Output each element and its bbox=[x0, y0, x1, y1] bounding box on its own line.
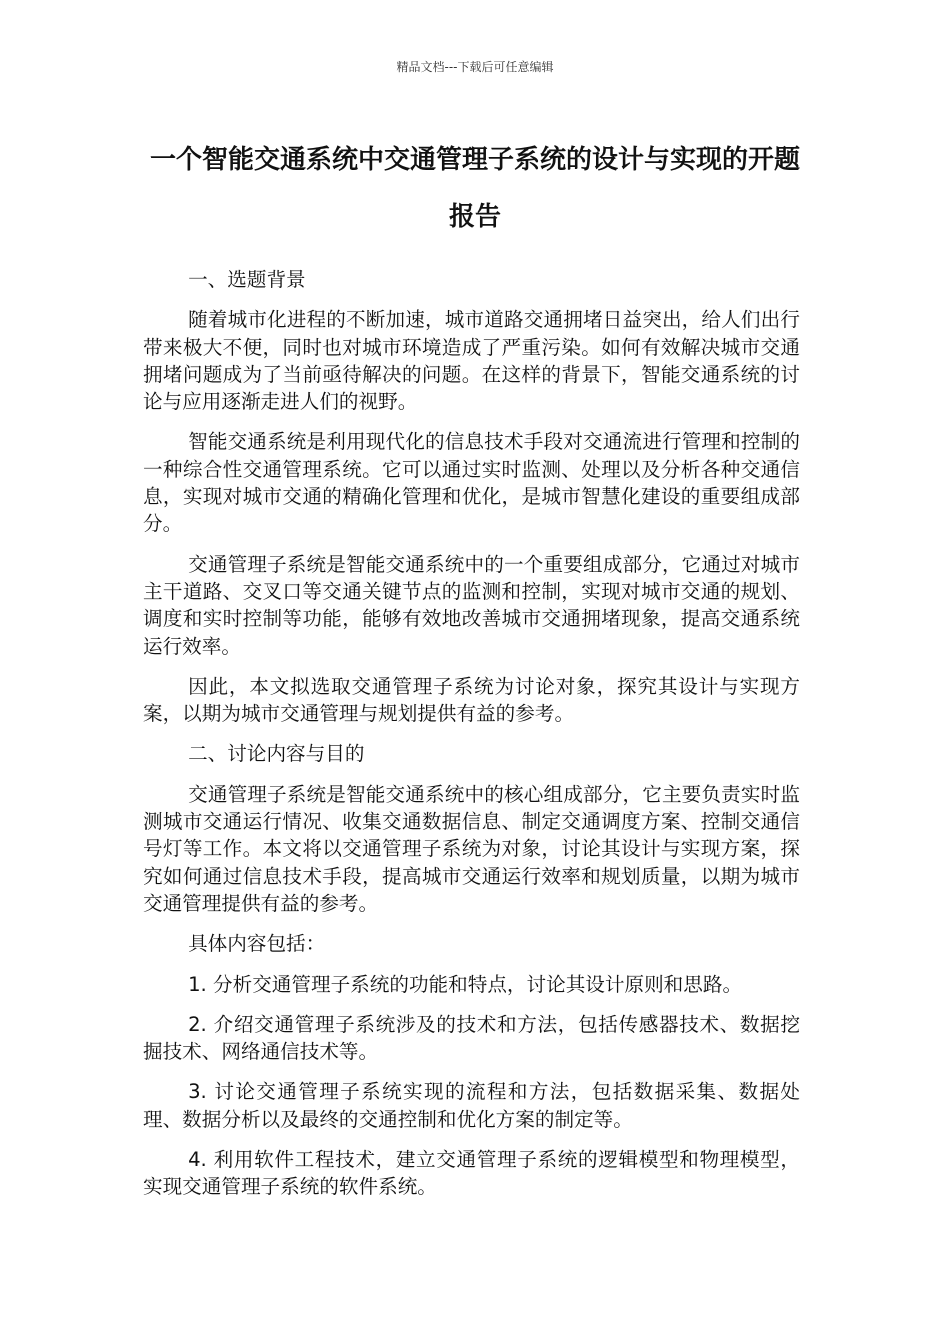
section-heading-background: 一、选题背景 bbox=[188, 268, 306, 291]
paragraph: 交通管理子系统是智能交通系统中的核心组成部分，它主要负责实时监测城市交通运行情况、收集交通数据信息、制定交通调度方案、控制交通信号灯等工作。本文将以交通管理子系统为对象，讨论其设计与实现方案，探究如何通过信息技术手段，提高城市交通运行效率和规划质量，以期为城市交通管理提供有益的参考。 bbox=[143, 782, 800, 915]
page-header: 精品文档---下载后可任意编辑 bbox=[396, 60, 554, 74]
paragraph: 因此，本文拟选取交通管理子系统为讨论对象，探究其设计与实现方案，以期为城市交通管理与规划提供有益的参考。 bbox=[143, 674, 800, 726]
paragraph: 交通管理子系统是智能交通系统中的一个重要组成部分，它通过对城市主干道路、交叉口等交通关键节点的监测和控制，实现对城市交通的规划、调度和实时控制等功能，能够有效地改善城市交通拥堵现象，提高交通系统运行效率。 bbox=[143, 552, 800, 658]
list-item: 1. 分析交通管理子系统的功能和特点，讨论其设计原则和思路。 bbox=[188, 972, 743, 996]
list-item: 4. 利用软件工程技术，建立交通管理子系统的逻辑模型和物理模型，实现交通管理子系统的软件系统。 bbox=[143, 1148, 800, 1199]
paragraph: 智能交通系统是利用现代化的信息技术手段对交通流进行管理和控制的一种综合性交通管理系统。它可以通过实时监测、处理以及分析各种交通信息，实现对城市交通的精确化管理和优化，是城市智慧化建设的重要组成部分。 bbox=[143, 430, 800, 536]
document-title: 一个智能交通系统中交通管理子系统的设计与实现的开题报告 bbox=[149, 145, 800, 232]
section-heading-content-purpose: 二、讨论内容与目的 bbox=[188, 742, 365, 766]
paragraph: 随着城市化进程的不断加速，城市道路交通拥堵日益突出，给人们出行带来极大不便，同时也对城市环境造成了严重污染。如何有效解决城市交通拥堵问题成为了当前亟待解决的问题。在这样的背景下，智能交通系统的讨论与应用逐渐走进人们的视野。 bbox=[143, 308, 800, 414]
list-intro: 具体内容包括： bbox=[188, 932, 326, 956]
list-item: 2. 介绍交通管理子系统涉及的技术和方法，包括传感器技术、数据挖掘技术、网络通信技术等。 bbox=[143, 1012, 800, 1064]
list-item: 3. 讨论交通管理子系统实现的流程和方法，包括数据采集、数据处理、数据分析以及最终的交通控制和优化方案的制定等。 bbox=[143, 1080, 800, 1131]
document-body bbox=[143, 266, 800, 1214]
